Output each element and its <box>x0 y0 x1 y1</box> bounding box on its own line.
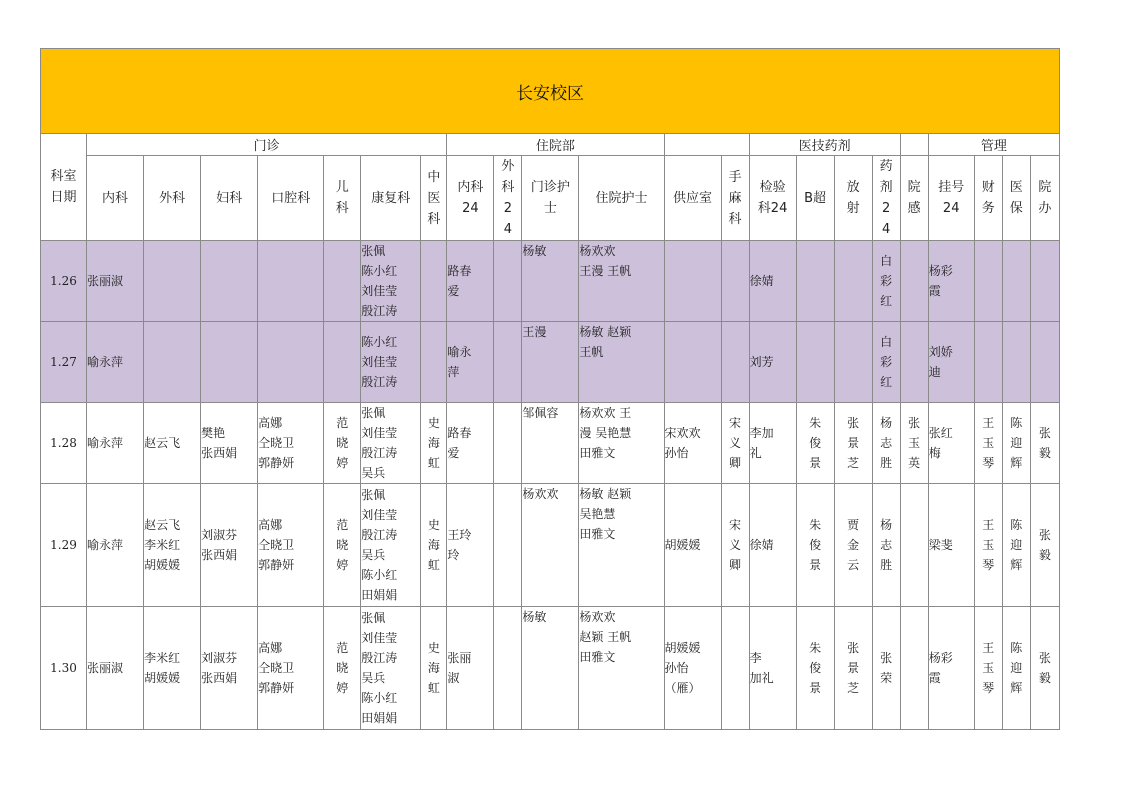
duty-cell: 王 玉 琴 <box>974 607 1002 730</box>
column-header: 放 射 <box>834 156 872 241</box>
duty-cell: 白 彩 红 <box>872 322 900 403</box>
duty-cell: 朱 俊 景 <box>796 607 834 730</box>
duty-cell: 徐婧 <box>749 484 796 607</box>
column-header: 检验 科24 <box>749 156 796 241</box>
duty-cell: 张佩 刘佳莹 殷江涛 吴兵 陈小红 田娟娟 <box>361 484 421 607</box>
duty-cell <box>494 484 522 607</box>
table-row <box>41 607 1060 730</box>
duty-cell: 刘芳 <box>749 322 796 403</box>
column-header: 手 麻 科 <box>721 156 749 241</box>
date-cell: 1.30 <box>41 607 87 730</box>
duty-cell: 喻永萍 <box>87 403 144 484</box>
duty-cell <box>144 322 201 403</box>
duty-cell <box>421 322 447 403</box>
duty-cell: 徐婧 <box>749 241 796 322</box>
duty-cell: 张佩 陈小红 刘佳莹 殷江涛 <box>361 241 421 322</box>
column-header: 院 感 <box>900 156 928 241</box>
column-header: 妇科 <box>201 156 258 241</box>
duty-cell: 杨彩 霞 <box>928 607 974 730</box>
duty-cell <box>494 607 522 730</box>
duty-cell: 邹佩容 <box>522 403 579 484</box>
column-header: 康复科 <box>361 156 421 241</box>
column-header: 内科 24 <box>447 156 494 241</box>
duty-cell <box>900 484 928 607</box>
column-header: 内科 <box>87 156 144 241</box>
duty-cell: 张佩 刘佳莹 殷江涛 吴兵 <box>361 403 421 484</box>
corner-header: 科室 日期 <box>41 134 87 241</box>
duty-cell: 白 彩 红 <box>872 241 900 322</box>
duty-cell <box>201 322 258 403</box>
duty-cell: 赵云飞 李米红 胡媛媛 <box>144 484 201 607</box>
duty-cell: 路春 爱 <box>447 241 494 322</box>
duty-cell <box>201 241 258 322</box>
date-cell: 1.28 <box>41 403 87 484</box>
duty-cell: 史 海 虹 <box>421 484 447 607</box>
duty-cell <box>494 241 522 322</box>
duty-cell: 宋 义 卿 <box>721 484 749 607</box>
duty-cell: 朱 俊 景 <box>796 484 834 607</box>
duty-cell: 高娜 仝晓卫 郭静妍 <box>258 403 324 484</box>
group-outpatient: 门诊 <box>87 134 447 156</box>
duty-cell: 王玲 玲 <box>447 484 494 607</box>
duty-cell <box>900 322 928 403</box>
duty-cell: 胡媛媛 <box>664 484 721 607</box>
duty-cell: 杨 志 胜 <box>872 403 900 484</box>
duty-cell: 杨敏 <box>522 607 579 730</box>
duty-cell: 刘娇 迪 <box>928 322 974 403</box>
table-row <box>41 403 1060 484</box>
duty-cell: 陈 迎 辉 <box>1002 484 1030 607</box>
column-header: 口腔科 <box>258 156 324 241</box>
duty-cell: 贾 金 云 <box>834 484 872 607</box>
duty-cell: 杨欢欢 赵颖 王帆 田雅文 <box>579 607 664 730</box>
duty-cell: 高娜 仝晓卫 郭静妍 <box>258 484 324 607</box>
column-header: B超 <box>796 156 834 241</box>
duty-cell <box>796 241 834 322</box>
duty-cell <box>721 241 749 322</box>
duty-cell: 王漫 <box>522 322 579 403</box>
column-header: 外科 <box>144 156 201 241</box>
duty-cell: 陈 迎 辉 <box>1002 607 1030 730</box>
duty-cell: 刘淑芬 张西娟 <box>201 607 258 730</box>
duty-cell: 刘淑芬 张西娟 <box>201 484 258 607</box>
duty-cell <box>258 241 324 322</box>
column-header: 门诊护 士 <box>522 156 579 241</box>
duty-cell <box>974 241 1002 322</box>
duty-cell <box>721 322 749 403</box>
column-header: 供应室 <box>664 156 721 241</box>
duty-cell <box>144 241 201 322</box>
duty-cell: 樊艳 张西娟 <box>201 403 258 484</box>
duty-cell: 杨 志 胜 <box>872 484 900 607</box>
duty-cell: 梁斐 <box>928 484 974 607</box>
duty-cell: 李 加礼 <box>749 607 796 730</box>
duty-cell <box>834 322 872 403</box>
duty-cell: 张 景 芝 <box>834 403 872 484</box>
duty-cell: 张红 梅 <box>928 403 974 484</box>
duty-cell: 史 海 虹 <box>421 403 447 484</box>
duty-cell: 杨敏 赵颖 王帆 <box>579 322 664 403</box>
duty-cell: 杨欢欢 <box>522 484 579 607</box>
duty-cell <box>721 607 749 730</box>
duty-cell: 高娜 仝晓卫 郭静妍 <box>258 607 324 730</box>
duty-cell: 张丽淑 <box>87 607 144 730</box>
duty-cell: 宋 义 卿 <box>721 403 749 484</box>
table-row <box>41 241 1060 322</box>
duty-cell: 朱 俊 景 <box>796 403 834 484</box>
duty-cell: 范 晓 婷 <box>324 607 361 730</box>
duty-cell: 杨欢欢 王漫 王帆 <box>579 241 664 322</box>
column-header: 医 保 <box>1002 156 1030 241</box>
group-medtech: 医技药剂 <box>749 134 900 156</box>
duty-cell <box>1030 322 1059 403</box>
column-header: 财 务 <box>974 156 1002 241</box>
duty-cell: 张 荣 <box>872 607 900 730</box>
duty-cell: 张 景 芝 <box>834 607 872 730</box>
duty-cell <box>494 322 522 403</box>
duty-cell <box>494 403 522 484</box>
duty-cell <box>1002 241 1030 322</box>
duty-cell: 张丽 淑 <box>447 607 494 730</box>
duty-cell <box>834 241 872 322</box>
duty-cell <box>421 241 447 322</box>
group-management: 管理 <box>928 134 1059 156</box>
duty-cell <box>900 607 928 730</box>
column-header: 院 办 <box>1030 156 1059 241</box>
duty-cell: 宋欢欢 孙怡 <box>664 403 721 484</box>
duty-cell: 张 毅 <box>1030 403 1059 484</box>
duty-cell: 张佩 刘佳莹 殷江涛 吴兵 陈小红 田娟娟 <box>361 607 421 730</box>
table-row <box>41 322 1060 403</box>
duty-cell: 张丽淑 <box>87 241 144 322</box>
duty-cell <box>664 322 721 403</box>
duty-cell <box>900 241 928 322</box>
duty-cell: 赵云飞 <box>144 403 201 484</box>
duty-cell: 杨彩 霞 <box>928 241 974 322</box>
duty-cell: 张 玉 英 <box>900 403 928 484</box>
duty-cell: 陈 迎 辉 <box>1002 403 1030 484</box>
duty-cell: 史 海 虹 <box>421 607 447 730</box>
duty-cell: 张 毅 <box>1030 484 1059 607</box>
duty-cell: 杨欢欢 王 漫 吴艳慧 田雅文 <box>579 403 664 484</box>
duty-cell: 张 毅 <box>1030 607 1059 730</box>
duty-cell: 陈小红 刘佳莹 殷江涛 <box>361 322 421 403</box>
table-row <box>41 484 1060 607</box>
column-header: 药 剂 2 4 <box>872 156 900 241</box>
duty-roster-table <box>40 48 1060 730</box>
duty-cell: 喻永萍 <box>87 322 144 403</box>
duty-cell: 杨敏 赵颖 吴艳慧 田雅文 <box>579 484 664 607</box>
date-cell: 1.29 <box>41 484 87 607</box>
duty-cell <box>664 241 721 322</box>
duty-cell: 李加 礼 <box>749 403 796 484</box>
duty-cell <box>1002 322 1030 403</box>
column-header: 中 医 科 <box>421 156 447 241</box>
duty-cell: 王 玉 琴 <box>974 403 1002 484</box>
duty-cell: 范 晓 婷 <box>324 403 361 484</box>
duty-cell: 胡媛媛 孙怡 （雁） <box>664 607 721 730</box>
duty-cell <box>324 241 361 322</box>
duty-cell: 杨敏 <box>522 241 579 322</box>
duty-cell: 喻永萍 <box>87 484 144 607</box>
column-header: 外 科 2 4 <box>494 156 522 241</box>
duty-cell: 路春 爱 <box>447 403 494 484</box>
date-cell: 1.27 <box>41 322 87 403</box>
duty-cell <box>796 322 834 403</box>
duty-cell <box>258 322 324 403</box>
duty-cell: 喻永 萍 <box>447 322 494 403</box>
page-title: 长安校区 <box>41 49 1060 134</box>
group-inpatient: 住院部 <box>447 134 664 156</box>
column-header: 挂号 24 <box>928 156 974 241</box>
duty-cell <box>324 322 361 403</box>
group-blank <box>664 134 749 156</box>
duty-cell: 王 玉 琴 <box>974 484 1002 607</box>
duty-cell: 范 晓 婷 <box>324 484 361 607</box>
column-header: 住院护士 <box>579 156 664 241</box>
duty-cell: 李米红 胡媛媛 <box>144 607 201 730</box>
duty-cell <box>974 322 1002 403</box>
duty-cell <box>1030 241 1059 322</box>
column-header: 儿 科 <box>324 156 361 241</box>
date-cell: 1.26 <box>41 241 87 322</box>
group-blank-2 <box>900 134 928 156</box>
